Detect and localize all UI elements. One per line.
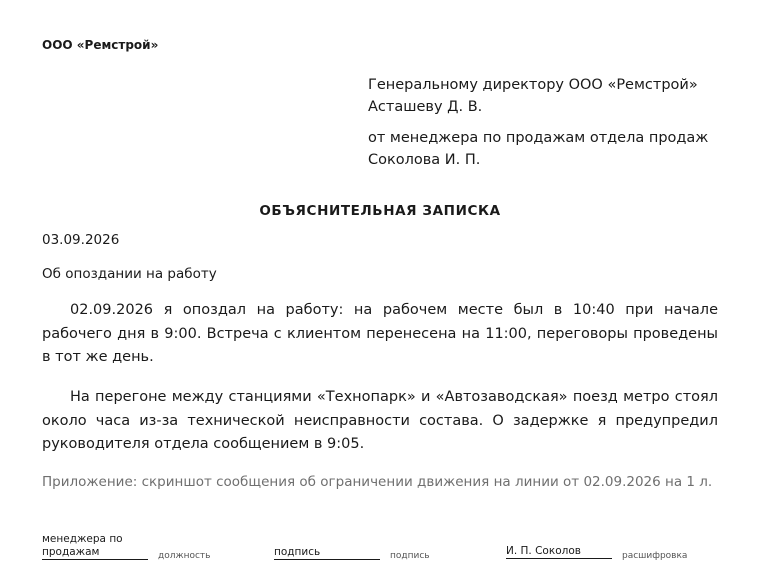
addressee-to-name: Асташеву Д. В. <box>368 99 483 115</box>
position-line2: продажам <box>42 546 148 560</box>
addressee-to: Генеральному директору ООО «Ремстрой» <box>368 77 698 93</box>
document-subject: Об опоздании на работу <box>42 266 217 282</box>
document-date: 03.09.2026 <box>42 232 120 248</box>
organization-name: ООО «Ремстрой» <box>42 38 159 52</box>
addressee-block <box>368 74 708 171</box>
body-paragraph-1: 02.09.2026 я опоздал на работу: на рабочем месте был в 10:40 при начале рабочего дня в 9:00. Встреча с клиентом перенесена на 11:00, переговоры проведены в тот же день. <box>42 302 718 365</box>
sign-field <box>274 546 380 560</box>
name-caption: расшифровка <box>622 551 688 561</box>
sign-caption: подпись <box>390 551 430 561</box>
signature-block <box>0 530 760 570</box>
name-value: И. П. Соколов <box>506 545 612 559</box>
body-paragraph-2: На перегоне между станциями «Технопарк» и «Автозаводская» поезд метро стоял около часа из-за технической неисправности состава. О задержке я предупредил руководителя отдела сообщением в 9:05. <box>42 389 718 452</box>
position-caption: должность <box>158 551 211 561</box>
document-title: ОБЪЯСНИТЕЛЬНАЯ ЗАПИСКА <box>259 203 501 219</box>
addressee-from: от менеджера по продажам отдела продаж <box>368 130 709 146</box>
position-line1: менеджера по <box>42 533 123 545</box>
addressee-from-name: Соколова И. П. <box>368 152 481 168</box>
name-field <box>506 545 612 559</box>
sign-value: подпись <box>274 546 380 560</box>
appendix-note: Приложение: скриншот сообщения об ограничении движения на линии от 02.09.2026 на 1 л. <box>42 474 713 490</box>
position-field <box>42 533 148 560</box>
